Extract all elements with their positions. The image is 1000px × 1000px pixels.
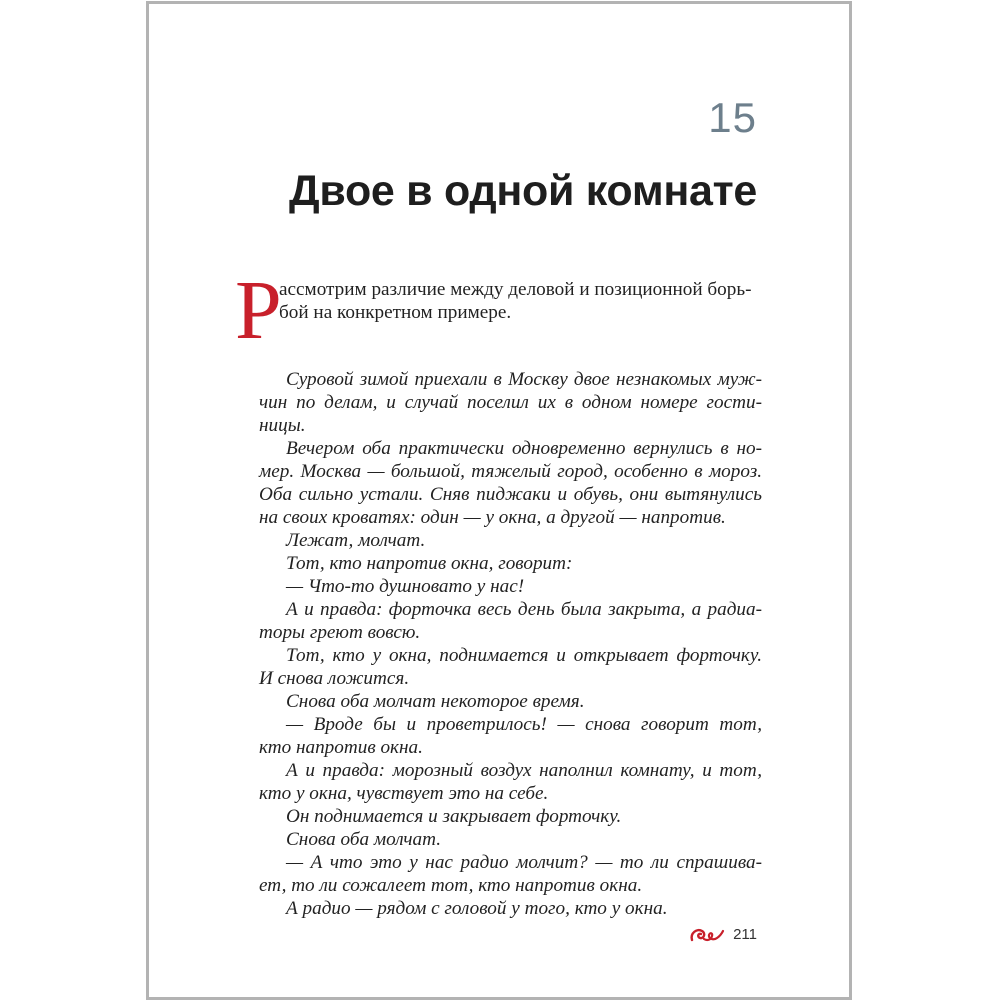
story-paragraph: [259, 368, 762, 437]
text-line: ет, то ли сожалеет тот, кто напротив окна.: [259, 875, 643, 896]
book-page: [146, 1, 852, 1000]
text-line: Снова оба молчат.: [286, 829, 441, 850]
text-line: на своих кроватях: один — у окна, а другой — напротив.: [259, 507, 726, 528]
text-line: — Вроде бы и проветрилось! — снова говорит тот,: [286, 714, 762, 735]
story-paragraph: [259, 713, 762, 759]
swirl-ornament-icon: [689, 927, 725, 943]
text-line: Снова оба молчат некоторое время.: [286, 691, 585, 712]
text-line: Вечером оба практически одновременно вернулись в но-: [286, 438, 762, 459]
drop-cap: Р: [235, 264, 282, 357]
story-paragraph: [259, 690, 762, 713]
text-line: И снова ложится.: [259, 668, 410, 689]
text-line: Тот, кто напротив окна, говорит:: [286, 553, 573, 574]
text-line: кто у окна, чувствует это на себе.: [259, 783, 549, 804]
intro-line: бой на конкретном примере.: [279, 302, 512, 323]
text-line: Суровой зимой приехали в Москву двое незнакомых муж-: [286, 369, 762, 390]
chapter-body: [235, 264, 762, 920]
text-line: торы греют вовсю.: [259, 622, 421, 643]
story-paragraph: [259, 575, 762, 598]
text-line: Он поднимается и закрывает форточку.: [286, 806, 622, 827]
story-paragraph: [259, 759, 762, 805]
text-line: А радио — рядом с головой у того, кто у окна.: [286, 898, 668, 919]
text-line: — А что это у нас радио молчит? — то ли спрашива-: [286, 852, 762, 873]
page-footer: [689, 926, 757, 943]
chapter-title: Двое в одной комнате: [289, 167, 757, 215]
text-line: А и правда: форточка весь день была закрыта, а радиа-: [286, 599, 762, 620]
text-line: Тот, кто у окна, поднимается и открывает форточку.: [286, 645, 762, 666]
story-paragraph: [259, 851, 762, 897]
intro-line: ассмотрим различие между деловой и позиционной борь-: [279, 279, 752, 300]
page-number: 211: [733, 926, 757, 943]
story-paragraph: [259, 828, 762, 851]
story-paragraphs: [259, 368, 762, 920]
text-line: ницы.: [259, 415, 306, 436]
story-paragraph: [259, 897, 762, 920]
intro-paragraph: [235, 264, 762, 357]
story-paragraph: [259, 552, 762, 575]
story-paragraph: [259, 805, 762, 828]
story-paragraph: [259, 529, 762, 552]
story-paragraph: [259, 644, 762, 690]
text-line: кто напротив окна.: [259, 737, 423, 758]
chapter-number: 15: [708, 94, 757, 141]
story-paragraph: [259, 598, 762, 644]
text-line: мер. Москва — большой, тяжелый город, особенно в мороз.: [259, 461, 762, 482]
text-line: Оба сильно устали. Сняв пиджаки и обувь, они вытянулись: [259, 484, 762, 505]
story-paragraph: [259, 437, 762, 529]
text-line: Лежат, молчат.: [286, 530, 426, 551]
text-line: — Что-то душновато у нас!: [286, 576, 525, 597]
text-line: А и правда: морозный воздух наполнил комнату, и тот,: [286, 760, 762, 781]
text-line: чин по делам, и случай поселил их в одном номере гости-: [259, 392, 762, 413]
